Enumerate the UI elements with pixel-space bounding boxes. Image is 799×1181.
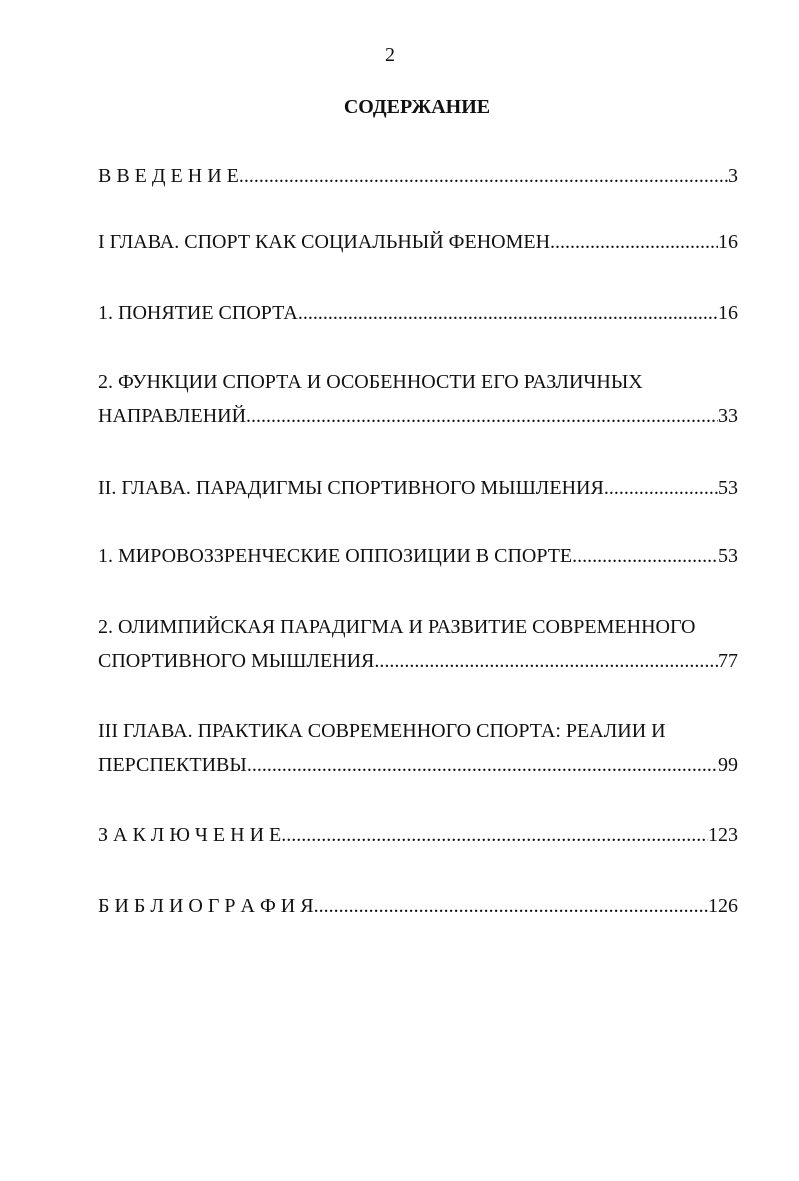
page-title: СОДЕРЖАНИЕ (343, 96, 491, 118)
toc-entry-chapter-1-section-1[interactable] (98, 302, 738, 332)
toc-entry-label: В В Е Д Е Н И Е (98, 165, 239, 187)
toc-entry-page: 123 (708, 824, 738, 846)
toc-entry-chapter-2-section-1[interactable] (98, 545, 738, 575)
dot-leader (247, 754, 718, 777)
toc-entry-page: 99 (718, 754, 738, 776)
toc-entry-bibliography[interactable] (98, 895, 738, 925)
dot-leader (572, 545, 718, 568)
toc-entry-label: ПЕРСПЕКТИВЫ (98, 754, 247, 776)
toc-entry-conclusion[interactable] (98, 824, 738, 854)
toc-entry-chapter-2-section-2[interactable] (98, 650, 738, 680)
dot-leader (550, 231, 718, 254)
toc-entry-chapter-3-line1[interactable]: III ГЛАВА. ПРАКТИКА СОВРЕМЕННОГО СПОРТА: РЕАЛИИ И (98, 720, 666, 742)
dot-leader (281, 824, 708, 847)
toc-entry-chapter-2[interactable] (98, 477, 738, 507)
toc-entry-page: 53 (718, 545, 738, 567)
toc-entry-page: 16 (718, 231, 738, 253)
toc-entry-page: 53 (718, 477, 738, 499)
toc-entry-label: I ГЛАВА. СПОРТ КАК СОЦИАЛЬНЫЙ ФЕНОМЕН (98, 231, 551, 253)
toc-entry-label: 1. МИРОВОЗЗРЕНЧЕСКИЕ ОППОЗИЦИИ В СПОРТЕ (98, 545, 573, 567)
toc-entry-label: З А К Л Ю Ч Е Н И Е (98, 824, 282, 846)
toc-entry-page: 33 (718, 405, 738, 427)
page-number: 2 (385, 44, 395, 66)
toc-entry-page: 3 (728, 165, 738, 187)
toc-entry-label: II. ГЛАВА. ПАРАДИГМЫ СПОРТИВНОГО МЫШЛЕНИЯ (98, 477, 604, 499)
dot-leader (298, 302, 718, 325)
toc-entry-chapter-1[interactable] (98, 231, 738, 261)
toc-entry-chapter-2-section-2-line1[interactable]: 2. ОЛИМПИЙСКАЯ ПАРАДИГМА И РАЗВИТИЕ СОВРЕМЕННОГО (98, 616, 696, 638)
dot-leader (239, 165, 728, 188)
toc-entry-chapter-1-section-2[interactable] (98, 405, 738, 435)
dot-leader (604, 477, 718, 500)
toc-entry-label: 1. ПОНЯТИЕ СПОРТА (98, 302, 298, 324)
dot-leader (246, 405, 718, 428)
toc-entry-label: НАПРАВЛЕНИЙ (98, 405, 247, 427)
toc-entry-page: 77 (718, 650, 738, 672)
toc-entry-label: Б И Б Л И О Г Р А Ф И Я (98, 895, 314, 917)
toc-entry-label: СПОРТИВНОГО МЫШЛЕНИЯ (98, 650, 375, 672)
toc-entry-chapter-1-section-2-line1[interactable]: 2. ФУНКЦИИ СПОРТА И ОСОБЕННОСТИ ЕГО РАЗЛИЧНЫХ (98, 371, 643, 393)
toc-entry-page: 16 (718, 302, 738, 324)
dot-leader (374, 650, 718, 673)
dot-leader (314, 895, 708, 918)
toc-entry-introduction[interactable] (98, 165, 738, 195)
toc-entry-chapter-3[interactable] (98, 754, 738, 784)
toc-entry-page: 126 (708, 895, 738, 917)
